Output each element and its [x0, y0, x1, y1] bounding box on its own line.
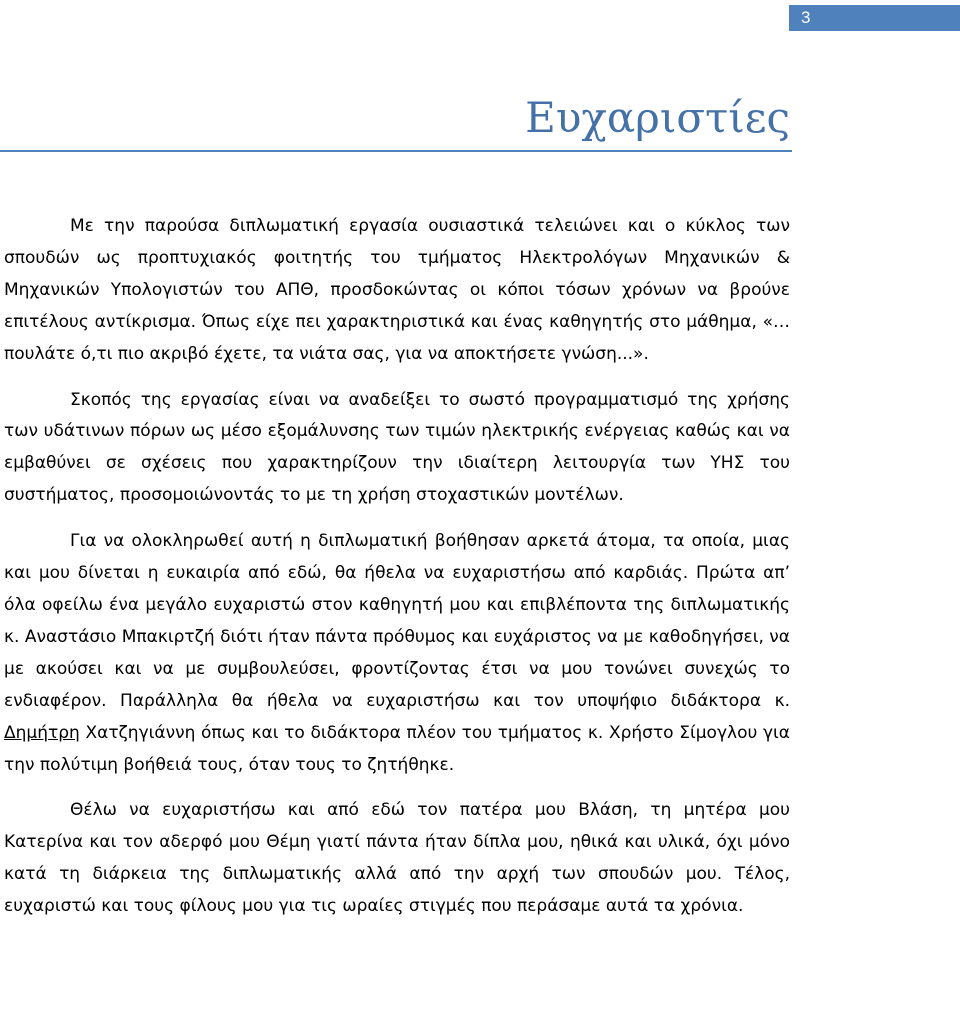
title-underline-divider: [0, 150, 792, 152]
document-body: [4, 211, 790, 937]
paragraph-thanks-family: Θέλω να ευχαριστήσω και από εδώ τον πατέρα μου Βλάση, τη μητέρα μου Κατερίνα και τον αδερφό μου Θέμη γιατί πάντα ήταν δίπλα μου, ηθικά και υλικά, όχι μόνο κατά τη διάρκεια της διπλωματικής αλλά από την αρχή των σπουδών μου. Τέλος, ευχαριστώ και τους φίλους μου για τις ωραίες στιγμές που περάσαμε αυτά τα χρόνια.: [4, 800, 790, 917]
paragraph-thanks-part1: Για να ολοκληρωθεί αυτή η διπλωματική βοήθησαν αρκετά άτομα, τα οποία, μιας και μου δίνεται η ευκαιρία από εδώ, θα ήθελα να ευχαριστήσω από καρδιάς. Πρώτα απ’ όλα οφείλω ένα μεγάλο ευχαριστώ στον καθηγητή μου και επιβλέποντα της διπλωματικής κ. Αναστάσιο Μπακιρτζή διότι ήταν πάντα πρόθυμος και ευχάριστος να με καθοδηγήσει, να με ακούσει και να με συμβουλεύσει, φροντίζοντας έτσι να μου τονώνει συνεχώς το ενδιαφέρον. Παράλληλα θα ήθελα να ευχαριστήσω και τον υποψήφιο διδάκτορα κ.: [4, 531, 790, 711]
page-title: Ευχαριστίες: [525, 93, 790, 142]
paragraph-purpose: Σκοπός της εργασίας είναι να αναδείξει το σωστό προγραμματισμό της χρήσης των υδάτινων πόρων ως μέσο εξομάλυνσης των τιμών ηλεκτρικής ενέργειας καθώς και να εμβαθύνει σε σχέσεις που χαρακτηρίζουν την ιδιαίτερη λειτουργία των ΥΗΣ του συστήματος, προσομοιώνοντάς το με τη χρήση στοχαστικών μοντέλων.: [4, 389, 790, 506]
page-number-badge: [789, 5, 960, 31]
paragraph-intro: Με την παρούσα διπλωματική εργασία ουσιαστικά τελειώνει και ο κύκλος των σπουδών ως προπτυχιακός φοιτητής του τμήματος Ηλεκτρολόγων Μηχανικών & Μηχανικών Υπολογιστών του ΑΠΘ, προσδοκώντας οι κόποι τόσων χρόνων να βρούνε επιτέλους αντίκρισμα. Όπως είχε πει χαρακτηριστικά και ένας καθηγητής στο μάθημα, «…πουλάτε ό,τι πιο ακριβό έχετε, τα νιάτα σας, για να αποκτήσετε γνώση...».: [4, 216, 790, 364]
paragraph-thanks-part2: Χατζηγιάννη όπως και το διδάκτορα πλέον του τμήματος κ. Χρήστο Σίμογλου για την πολύτιμη βοήθειά τους, όταν τους το ζητήθηκε.: [4, 722, 790, 775]
underlined-name: Δημήτρη: [4, 722, 80, 743]
page-number: 3: [801, 8, 811, 27]
paragraph-thanks-professors: [4, 526, 790, 781]
